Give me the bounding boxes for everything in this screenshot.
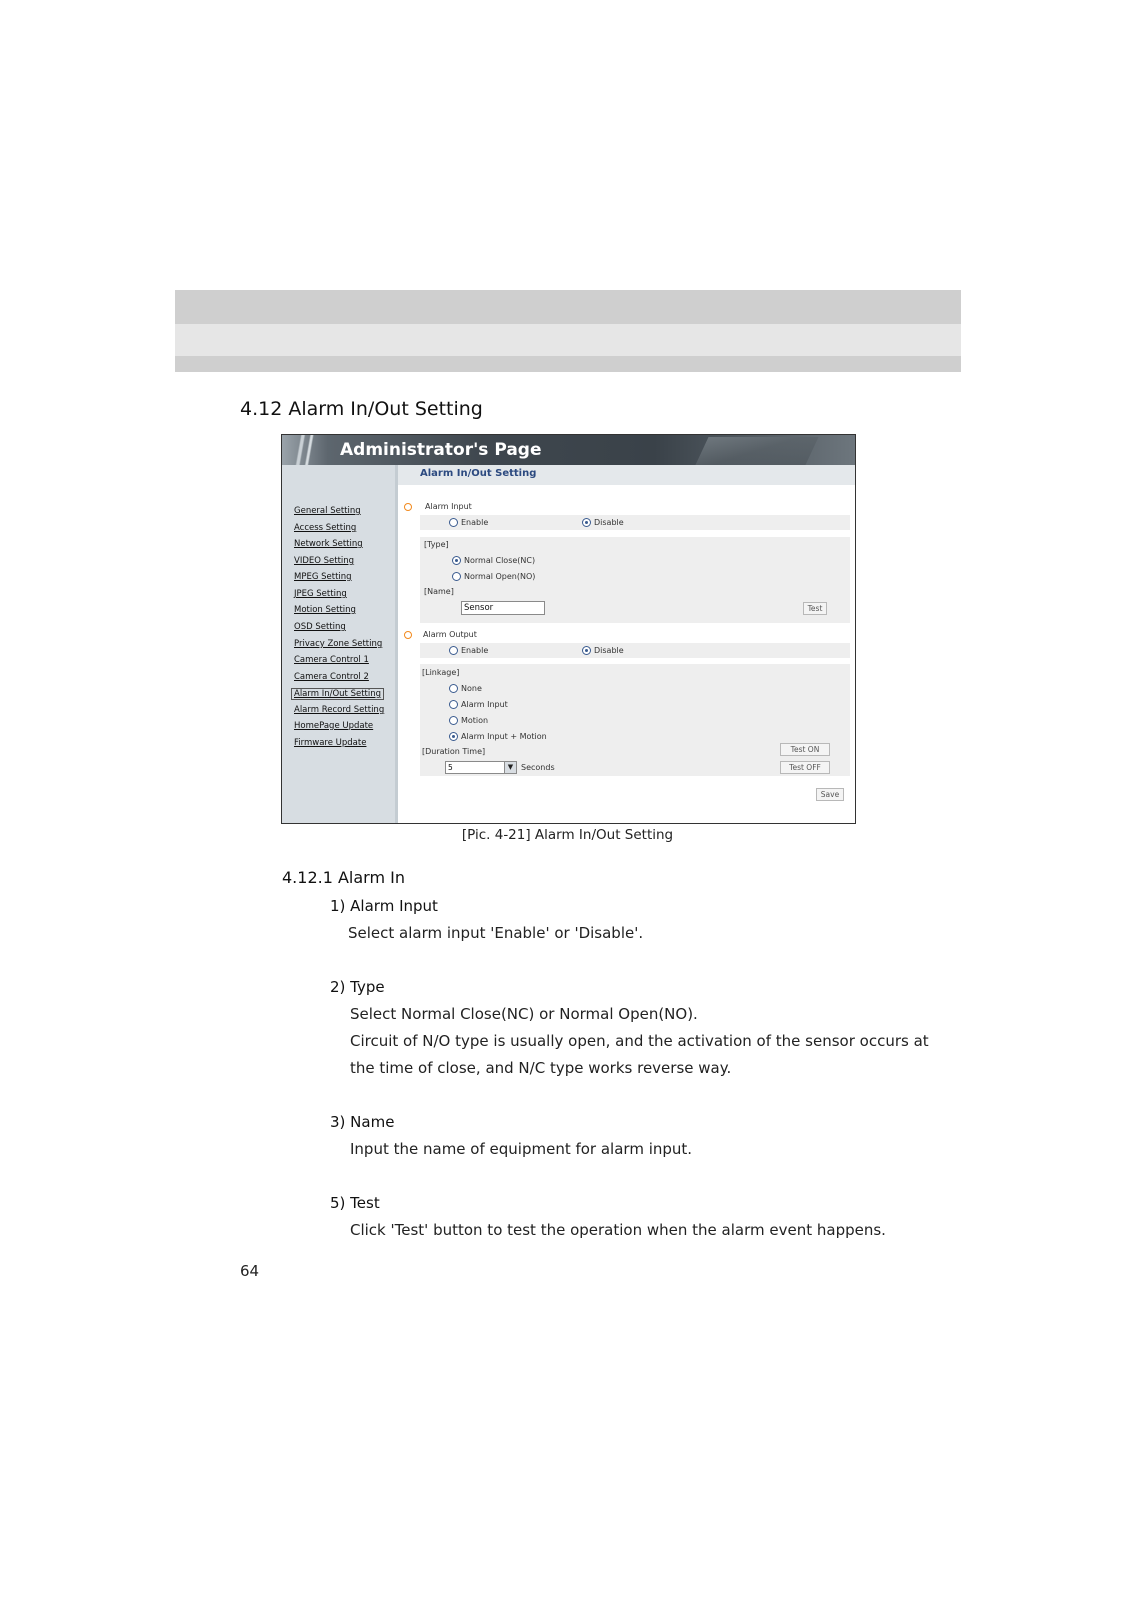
linkage-both-label: Alarm Input + Motion [461, 732, 547, 741]
nav-alarm-in-out-setting[interactable]: Alarm In/Out Setting [291, 688, 384, 700]
type-nc-label: Normal Close(NC) [464, 556, 536, 565]
linkage-none-radio[interactable] [449, 684, 458, 693]
item-name-text: Input the name of equipment for alarm input. [350, 1140, 693, 1158]
nav-mpeg-setting[interactable]: MPEG Setting [294, 572, 352, 582]
admin-header [282, 435, 855, 465]
header-band-bottom [175, 356, 961, 372]
nav-camera-control-2[interactable]: Camera Control 2 [294, 672, 369, 682]
linkage-alarm-input-label: Alarm Input [461, 700, 508, 709]
item-type-text-1: Select Normal Close(NC) or Normal Open(NO). [350, 1005, 698, 1023]
duration-unit: Seconds [521, 763, 555, 772]
alarm-output-enable-radio[interactable] [449, 646, 458, 655]
duration-select[interactable] [445, 761, 517, 774]
type-label: [Type] [424, 540, 449, 549]
item-type-text-3: the time of close, and N/C type works reverse way. [350, 1059, 732, 1077]
alarm-output-disable-radio[interactable] [582, 646, 591, 655]
header-keyboard-graphic [695, 437, 818, 465]
nav-video-setting[interactable]: VIDEO Setting [294, 556, 355, 566]
item-test-title: 5) Test [330, 1194, 380, 1212]
test-off-button[interactable]: Test OFF [780, 761, 830, 774]
admin-sidebar [282, 465, 398, 823]
nav-jpeg-setting[interactable]: JPEG Setting [294, 589, 347, 599]
nav-alarm-record-setting[interactable]: Alarm Record Setting [294, 705, 385, 715]
alarm-input-enable-radio[interactable] [449, 518, 458, 527]
linkage-alarm-input-radio[interactable] [449, 700, 458, 709]
item-test-text: Click 'Test' button to test the operation when the alarm event happens. [350, 1221, 886, 1239]
chevron-down-icon[interactable]: ▼ [504, 762, 516, 773]
linkage-motion-radio[interactable] [449, 716, 458, 725]
subsection-title: 4.12.1 Alarm In [282, 868, 405, 887]
header-band-middle [175, 324, 961, 356]
admin-main-panel [398, 465, 855, 823]
nav-network-setting[interactable]: Network Setting [294, 539, 363, 549]
type-nc-radio[interactable] [452, 556, 461, 565]
nav-general-setting[interactable]: General Setting [294, 506, 361, 516]
alarm-input-enable-label: Enable [461, 518, 489, 527]
nav-osd-setting[interactable]: OSD Setting [294, 622, 346, 632]
item-type-title: 2) Type [330, 978, 385, 996]
figure-caption: [Pic. 4-21] Alarm In/Out Setting [461, 827, 674, 843]
test-button[interactable]: Test [803, 602, 827, 615]
admin-header-title: Administrator's Page [340, 440, 542, 460]
linkage-none-label: None [461, 684, 482, 693]
admin-page-screenshot [281, 434, 856, 824]
page-number: 64 [240, 1262, 260, 1280]
nav-homepage-update[interactable]: HomePage Update [294, 721, 374, 731]
section-title: 4.12 Alarm In/Out Setting [240, 398, 483, 420]
save-button[interactable]: Save [816, 788, 844, 801]
nav-firmware-update[interactable]: Firmware Update [294, 738, 367, 748]
alarm-input-disable-label: Disable [594, 518, 624, 527]
nav-access-setting[interactable]: Access Setting [294, 523, 357, 533]
nav-privacy-zone-setting[interactable]: Privacy Zone Setting [294, 639, 383, 649]
page-head [398, 465, 855, 485]
nav-camera-control-1[interactable]: Camera Control 1 [294, 655, 369, 665]
linkage-both-radio[interactable] [449, 732, 458, 741]
name-input[interactable]: Sensor [461, 601, 545, 615]
item-alarm-input-text: Select alarm input 'Enable' or 'Disable'. [348, 924, 644, 942]
type-no-label: Normal Open(NO) [464, 572, 536, 581]
alarm-output-label: Alarm Output [423, 630, 477, 639]
type-no-radio[interactable] [452, 572, 461, 581]
duration-label: [Duration Time] [422, 747, 486, 756]
linkage-label: [Linkage] [422, 668, 460, 677]
test-on-button[interactable]: Test ON [780, 743, 830, 756]
name-label: [Name] [424, 587, 454, 596]
header-band-top [175, 290, 961, 324]
linkage-motion-label: Motion [461, 716, 489, 725]
alarm-output-bullet-icon [404, 631, 412, 639]
alarm-input-bullet-icon [404, 503, 412, 511]
alarm-input-label: Alarm Input [425, 502, 472, 511]
alarm-input-disable-radio[interactable] [582, 518, 591, 527]
item-alarm-input-title: 1) Alarm Input [330, 897, 438, 915]
nav-motion-setting[interactable]: Motion Setting [294, 605, 356, 615]
duration-value: 5 [448, 763, 453, 772]
item-type-text-2: Circuit of N/O type is usually open, and the activation of the sensor occurs at [350, 1032, 929, 1050]
alarm-output-disable-label: Disable [594, 646, 624, 655]
page-head-title: Alarm In/Out Setting [420, 468, 537, 479]
alarm-output-enable-label: Enable [461, 646, 489, 655]
item-name-title: 3) Name [330, 1113, 395, 1131]
header-swoosh-graphic [290, 435, 320, 465]
